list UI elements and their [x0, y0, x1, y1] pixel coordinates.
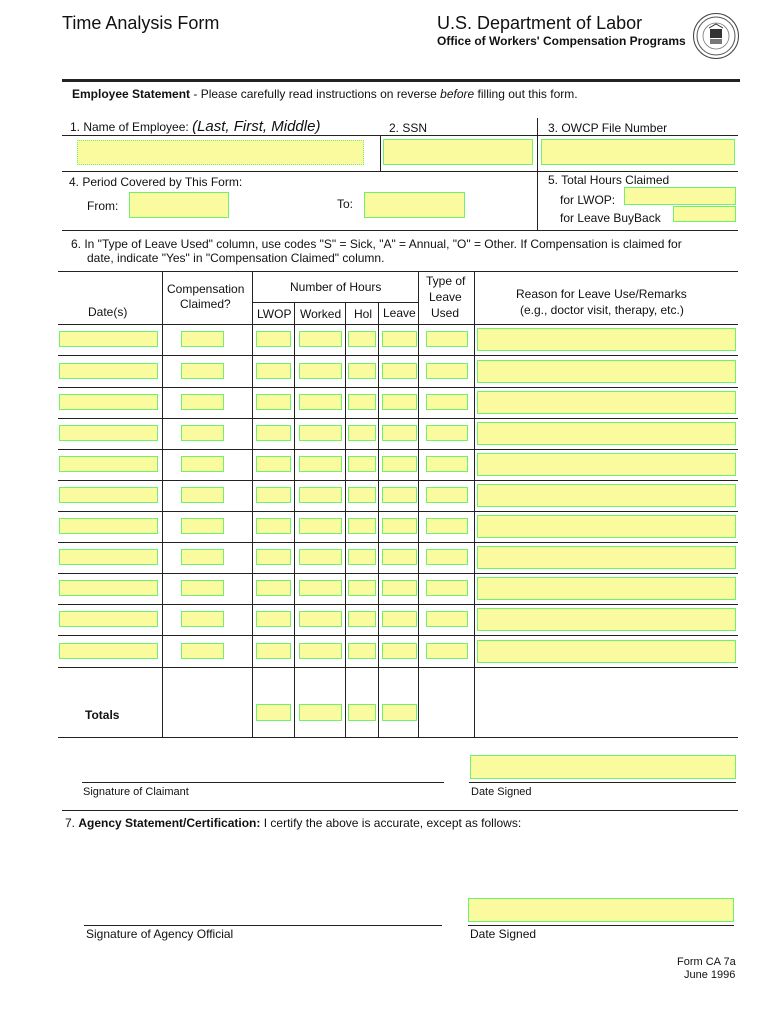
col-compensation-header-2: Claimed?: [180, 297, 231, 311]
form-number: Form CA 7a: [677, 956, 736, 968]
name-label-text: 1. Name of Employee:: [70, 120, 189, 134]
type-field[interactable]: [426, 580, 468, 596]
employee-statement-instruction-end: filling out this form.: [474, 87, 578, 101]
reason-field[interactable]: [477, 640, 736, 663]
buyback-hours-label: for Leave BuyBack: [560, 211, 661, 225]
table-row-rule: [58, 511, 738, 512]
claimant-date-label: Date Signed: [471, 786, 532, 798]
hol-field[interactable]: [348, 425, 376, 441]
table-row-rule: [58, 604, 738, 605]
leave-field[interactable]: [382, 394, 417, 410]
reason-field[interactable]: [477, 453, 736, 476]
col-hours-header: Number of Hours: [290, 280, 382, 294]
compensation-field[interactable]: [181, 549, 224, 565]
hol-field[interactable]: [348, 487, 376, 503]
hol-field[interactable]: [348, 394, 376, 410]
date-field[interactable]: [59, 425, 158, 441]
agency-signature-label: Signature of Agency Official: [86, 927, 234, 941]
worked-field[interactable]: [299, 611, 342, 627]
type-field[interactable]: [426, 487, 468, 503]
row2-bottom-rule: [62, 230, 738, 231]
date-field[interactable]: [59, 643, 158, 659]
table-row-rule: [58, 449, 738, 450]
reason-field[interactable]: [477, 422, 736, 445]
col-divider-lwop: [294, 302, 295, 737]
table-row-rule: [58, 480, 738, 481]
hol-field[interactable]: [348, 611, 376, 627]
col-divider-worked: [345, 302, 346, 737]
leave-field[interactable]: [382, 518, 417, 534]
date-field[interactable]: [59, 518, 158, 534]
table-row-rule: [58, 355, 738, 356]
total-hours-label: 5. Total Hours Claimed: [548, 173, 670, 187]
lwop-field[interactable]: [256, 643, 291, 659]
leave-field[interactable]: [382, 643, 417, 659]
lwop-field[interactable]: [256, 425, 291, 441]
agency-date-line: [468, 925, 734, 926]
totals-lwop-field[interactable]: [256, 704, 291, 721]
type-field[interactable]: [426, 611, 468, 627]
form-date: June 1996: [684, 969, 736, 981]
type-field[interactable]: [426, 331, 468, 347]
table-row-rule: [58, 667, 738, 668]
lwop-hours-label: for LWOP:: [560, 193, 616, 207]
col-lwop-header: LWOP: [257, 307, 292, 321]
worked-field[interactable]: [299, 425, 342, 441]
owcp-file-number-field[interactable]: [541, 139, 735, 165]
claimant-signature-label: Signature of Claimant: [83, 786, 189, 798]
reason-field[interactable]: [477, 391, 736, 414]
compensation-field[interactable]: [181, 331, 224, 347]
date-field[interactable]: [59, 331, 158, 347]
agency-heading: Agency Statement/Certification:: [78, 816, 261, 830]
office-title: Office of Workers' Compensation Programs: [437, 34, 686, 48]
lwop-field[interactable]: [256, 549, 291, 565]
agency-text: I certify the above is accurate, except as follows:: [260, 816, 522, 830]
hol-field[interactable]: [348, 456, 376, 472]
lwop-field[interactable]: [256, 487, 291, 503]
col-divider-hol: [378, 302, 379, 737]
to-label: To:: [337, 197, 354, 211]
reason-field[interactable]: [477, 515, 736, 538]
compensation-field[interactable]: [181, 611, 224, 627]
department-title: U.S. Department of Labor: [437, 13, 643, 33]
hol-field[interactable]: [348, 580, 376, 596]
ssn-label: 2. SSN: [389, 121, 428, 135]
date-field[interactable]: [59, 580, 158, 596]
agency-statement: [65, 817, 521, 829]
type-field[interactable]: [426, 394, 468, 410]
leave-field[interactable]: [382, 611, 417, 627]
lwop-field[interactable]: [256, 518, 291, 534]
period-total-divider: [537, 171, 538, 230]
employee-name-field[interactable]: [77, 140, 364, 165]
type-field[interactable]: [426, 425, 468, 441]
employee-statement: [72, 88, 578, 100]
buyback-total-field[interactable]: [673, 206, 736, 222]
lwop-field[interactable]: [256, 580, 291, 596]
table-row-rule: [58, 573, 738, 574]
employee-statement-instruction: - Please carefully read instructions on reverse: [190, 87, 441, 101]
period-label: 4. Period Covered by This Form:: [69, 175, 243, 189]
hol-field[interactable]: [348, 549, 376, 565]
worked-field[interactable]: [299, 549, 342, 565]
col-compensation-header-1: Compensation: [167, 282, 245, 296]
leave-field[interactable]: [382, 580, 417, 596]
employee-statement-heading: Employee Statement: [72, 87, 191, 101]
table-row-rule: [58, 635, 738, 636]
compensation-field[interactable]: [181, 456, 224, 472]
col-type-header-1: Type of: [426, 274, 466, 288]
type-field[interactable]: [426, 549, 468, 565]
col-dates-header: Date(s): [88, 305, 128, 319]
row1-top-rule: [62, 135, 738, 136]
table-row-rule: [58, 542, 738, 543]
compensation-field[interactable]: [181, 518, 224, 534]
table-top-rule: [58, 271, 738, 272]
leave-field[interactable]: [382, 549, 417, 565]
totals-hol-field[interactable]: [348, 704, 376, 721]
hol-field[interactable]: [348, 363, 376, 379]
ssn-file-divider: [537, 118, 538, 171]
reason-field[interactable]: [477, 577, 736, 600]
agency-date-label: Date Signed: [470, 927, 537, 941]
compensation-field[interactable]: [181, 487, 224, 503]
table-row-rule: [58, 387, 738, 388]
compensation-field[interactable]: [181, 425, 224, 441]
col-reason-header-1: Reason for Leave Use/Remarks: [516, 287, 687, 301]
agency-signature-line: [84, 925, 442, 926]
period-to-field[interactable]: [364, 192, 465, 218]
totals-leave-field[interactable]: [382, 704, 417, 721]
leave-field[interactable]: [382, 425, 417, 441]
instruction-6-line1: 6. In "Type of Leave Used" column, use codes "S" = Sick, "A" = Annual, "O" = Other. If Compensation is claimed for: [71, 237, 682, 251]
leave-field[interactable]: [382, 331, 417, 347]
type-field[interactable]: [426, 456, 468, 472]
section-7-rule: [62, 810, 738, 811]
date-field[interactable]: [59, 549, 158, 565]
lwop-field[interactable]: [256, 611, 291, 627]
col-reason-header-2: (e.g., doctor visit, therapy, etc.): [520, 303, 684, 317]
lwop-field[interactable]: [256, 331, 291, 347]
worked-field[interactable]: [299, 363, 342, 379]
leave-field[interactable]: [382, 487, 417, 503]
reason-field[interactable]: [477, 546, 736, 569]
row1-bottom-rule: [62, 171, 738, 172]
compensation-field[interactable]: [181, 643, 224, 659]
lwop-total-field[interactable]: [624, 187, 736, 205]
name-label: [70, 119, 320, 134]
leave-field[interactable]: [382, 456, 417, 472]
hol-field[interactable]: [348, 643, 376, 659]
date-field[interactable]: [59, 487, 158, 503]
reason-field[interactable]: [477, 484, 736, 507]
col-worked-header: Worked: [300, 307, 342, 321]
col-leave-header: Leave: [383, 306, 416, 320]
name-hint: (Last, First, Middle): [192, 118, 321, 135]
col-hol-header: Hol: [354, 307, 373, 321]
file-number-label: 3. OWCP File Number: [548, 121, 668, 135]
compensation-field[interactable]: [181, 394, 224, 410]
period-from-field[interactable]: [129, 192, 229, 218]
totals-label: Totals: [85, 708, 120, 722]
instruction-6-line2: date, indicate "Yes" in "Compensation Claimed" column.: [87, 251, 385, 265]
worked-field[interactable]: [299, 518, 342, 534]
header-rule: [62, 79, 740, 82]
col-type-header-3: Used: [431, 306, 460, 320]
compensation-field[interactable]: [181, 363, 224, 379]
lwop-field[interactable]: [256, 363, 291, 379]
name-ssn-divider: [380, 135, 381, 171]
agency-prefix: 7.: [65, 816, 79, 830]
agency-date-field[interactable]: [468, 898, 734, 922]
date-field[interactable]: [59, 456, 158, 472]
hours-subheader-rule: [252, 302, 418, 303]
dol-seal-icon: [693, 13, 739, 59]
reason-field[interactable]: [477, 608, 736, 631]
worked-field[interactable]: [299, 580, 342, 596]
leave-field[interactable]: [382, 363, 417, 379]
type-field[interactable]: [426, 643, 468, 659]
claimant-date-line: [469, 782, 736, 783]
form-title: Time Analysis Form: [62, 13, 220, 33]
col-type-header-2: Leave: [429, 290, 462, 304]
ssn-field[interactable]: [383, 139, 533, 165]
date-field[interactable]: [59, 394, 158, 410]
table-header-bottom-rule: [58, 324, 738, 325]
hol-field[interactable]: [348, 331, 376, 347]
date-field[interactable]: [59, 363, 158, 379]
date-field[interactable]: [59, 611, 158, 627]
worked-field[interactable]: [299, 487, 342, 503]
compensation-field[interactable]: [181, 580, 224, 596]
reason-field[interactable]: [477, 328, 736, 351]
totals-bottom-rule: [58, 737, 738, 738]
from-label: From:: [87, 199, 119, 213]
claimant-date-field[interactable]: [470, 755, 736, 779]
worked-field[interactable]: [299, 331, 342, 347]
type-field[interactable]: [426, 518, 468, 534]
hol-field[interactable]: [348, 518, 376, 534]
reason-field[interactable]: [477, 360, 736, 383]
table-row-rule: [58, 418, 738, 419]
worked-field[interactable]: [299, 643, 342, 659]
totals-worked-field[interactable]: [299, 704, 342, 721]
worked-field[interactable]: [299, 394, 342, 410]
claimant-signature-line: [82, 782, 444, 783]
type-field[interactable]: [426, 363, 468, 379]
lwop-field[interactable]: [256, 394, 291, 410]
employee-statement-emphasis: before: [440, 87, 475, 101]
worked-field[interactable]: [299, 456, 342, 472]
lwop-field[interactable]: [256, 456, 291, 472]
